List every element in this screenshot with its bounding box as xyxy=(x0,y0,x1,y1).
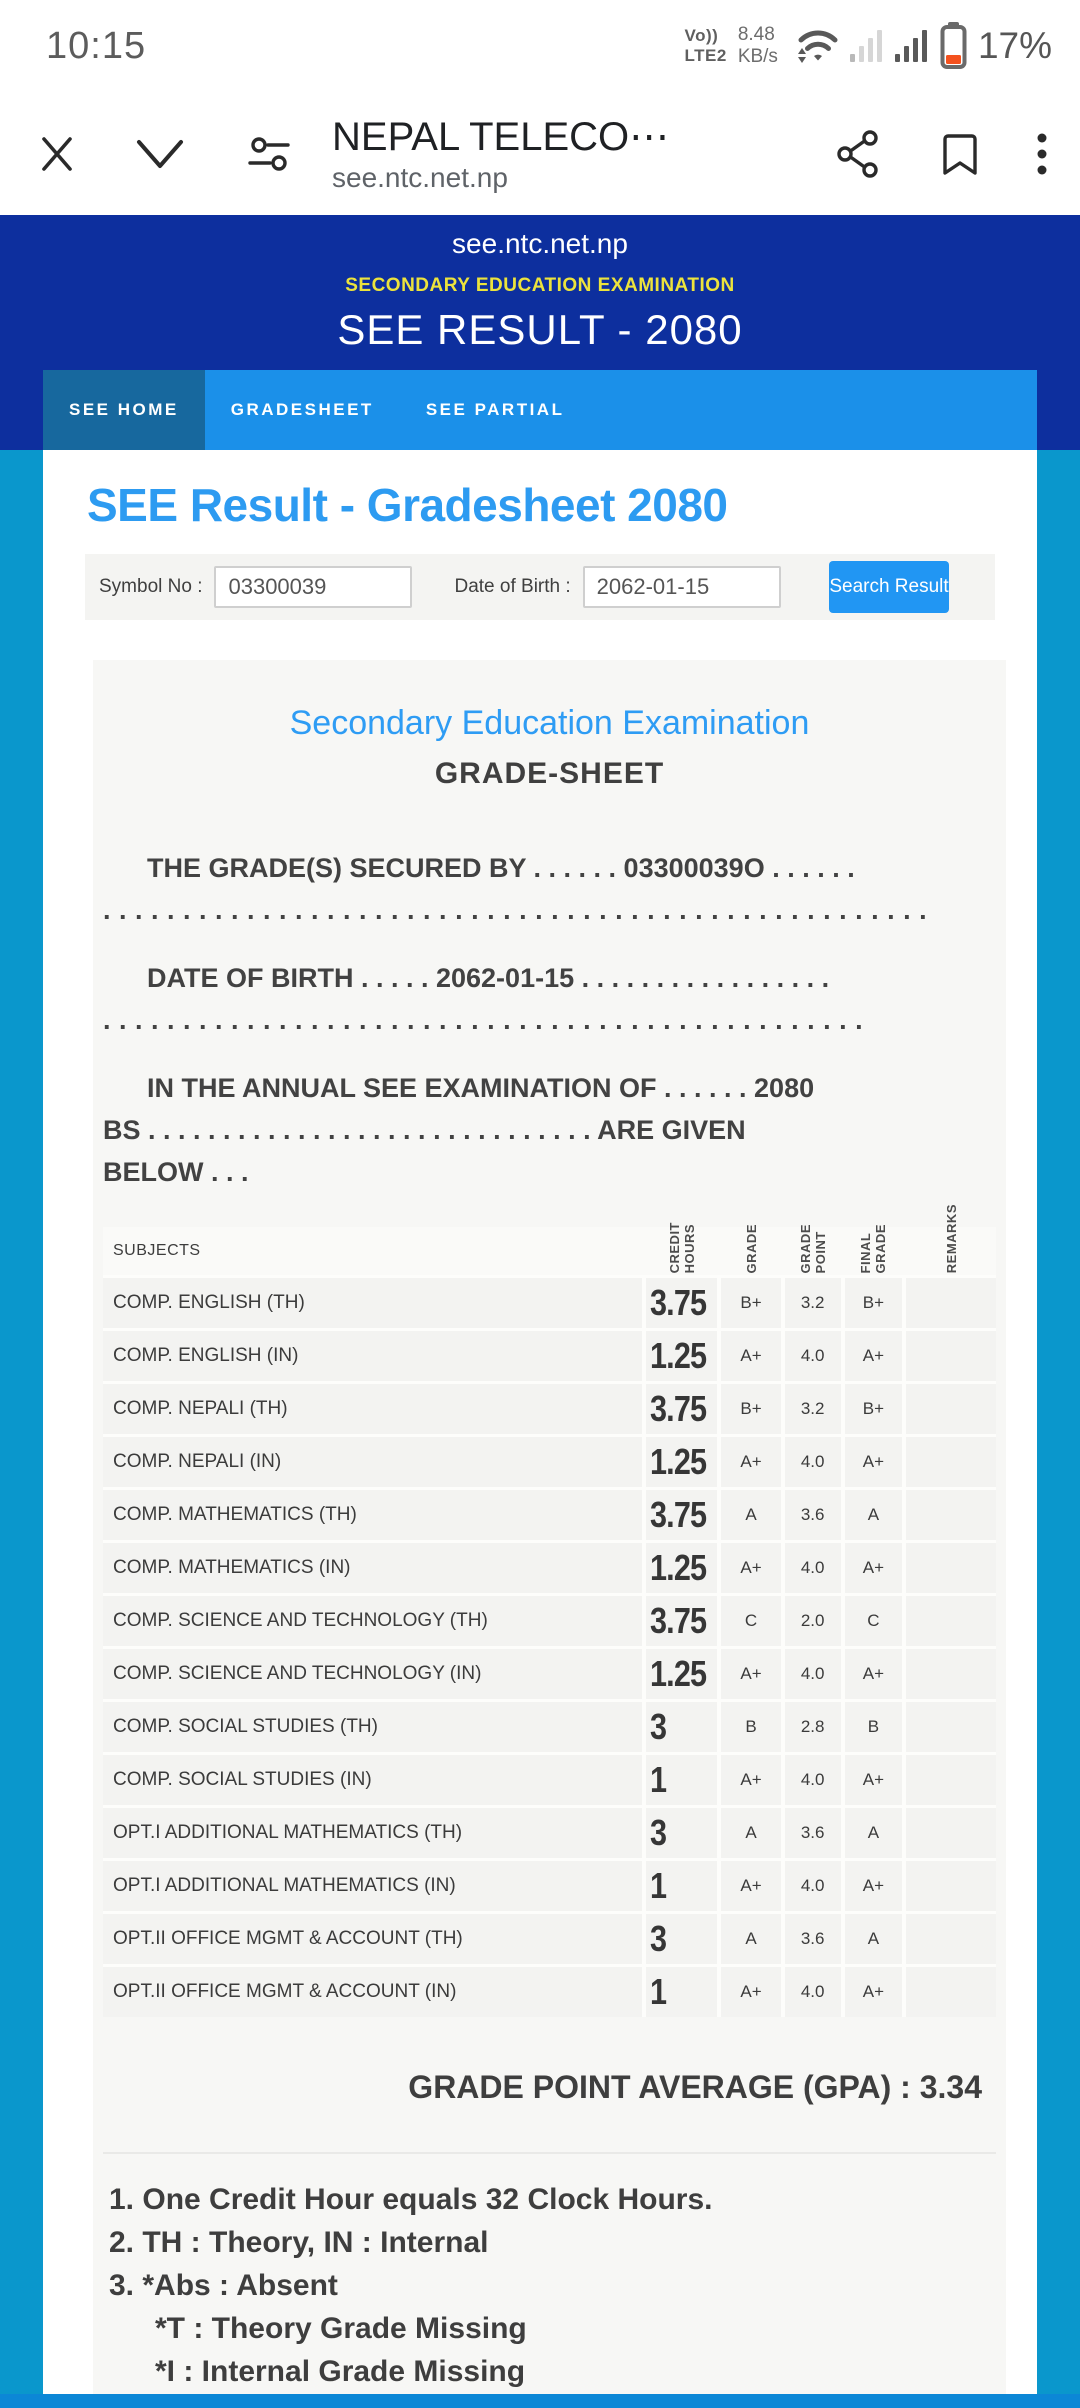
gradesheet-paragraph xyxy=(103,957,996,1041)
cell-subject: COMP. SOCIAL STUDIES (TH) xyxy=(113,1716,378,1737)
table-row xyxy=(103,1381,996,1434)
volte-indicator: Vo)) LTE2 xyxy=(684,26,727,65)
cell-remarks xyxy=(902,1331,996,1381)
cell-credit-hours: 1 xyxy=(642,1755,717,1805)
tune-icon[interactable] xyxy=(246,131,292,177)
table-row xyxy=(103,1699,996,1752)
cell-credit-hours: 3.75 xyxy=(642,1596,717,1646)
gradesheet-paragraphs xyxy=(103,847,996,1193)
footnotes xyxy=(109,2178,996,2393)
cell-credit-hours: 1.25 xyxy=(642,1543,717,1593)
table-row xyxy=(103,1540,996,1593)
cell-grade-point: 4.0 xyxy=(781,1437,841,1487)
column-header-subjects: SUBJECTS xyxy=(113,1242,201,1259)
column-header-remarks: REMARKS xyxy=(902,1227,996,1275)
dob-label: Date of Birth : xyxy=(454,576,571,597)
wifi-icon xyxy=(789,24,839,68)
page-title: SEE Result - Gradesheet 2080 xyxy=(87,479,728,531)
cell-final-grade: A xyxy=(841,1914,903,1964)
table-row xyxy=(103,1328,996,1381)
table-row xyxy=(103,1752,996,1805)
nav-tab-see-partial[interactable]: SEE PARTIAL xyxy=(425,400,565,419)
table-row xyxy=(103,1805,996,1858)
cell-subject: COMP. SCIENCE AND TECHNOLOGY (IN) xyxy=(113,1663,482,1684)
cell-grade-point: 4.0 xyxy=(781,1649,841,1699)
network-speed: 8.48 KB/s xyxy=(737,24,778,67)
battery-percent: 17% xyxy=(977,25,1052,66)
cell-grade-point: 4.0 xyxy=(781,1331,841,1381)
cell-final-grade: A+ xyxy=(841,1861,903,1911)
cell-subject: COMP. NEPALI (TH) xyxy=(113,1398,288,1419)
gradesheet-card xyxy=(93,660,1006,2408)
cell-credit-hours: 3.75 xyxy=(642,1490,717,1540)
cell-grade: A+ xyxy=(717,1967,780,2017)
column-header-credit-hours: CREDIT HOURS xyxy=(642,1227,717,1275)
table-row xyxy=(103,1487,996,1540)
table-row xyxy=(103,1964,996,2017)
grades-table-body xyxy=(103,1275,996,2017)
cell-final-grade: C xyxy=(841,1596,903,1646)
cell-grade-point: 3.6 xyxy=(781,1490,841,1540)
cell-subject: COMP. MATHEMATICS (TH) xyxy=(113,1504,357,1525)
cell-grade-point: 4.0 xyxy=(781,1967,841,2017)
cell-credit-hours: 3 xyxy=(642,1914,717,1964)
cell-credit-hours: 3.75 xyxy=(642,1384,717,1434)
cell-final-grade: A+ xyxy=(841,1967,903,2017)
browser-page-title: NEPAL TELECO⋯ xyxy=(332,114,670,159)
gradesheet-line: BS . . . . . . . . . . . . . . . . . . . . . . . . . . . . . . ARE GIVEN xyxy=(103,1115,746,1145)
share-icon[interactable] xyxy=(836,130,880,178)
cell-grade-point: 3.6 xyxy=(781,1808,841,1858)
browser-toolbar xyxy=(0,92,1080,215)
column-header-final-grade: FINAL GRADE xyxy=(841,1227,903,1275)
nav-tab-see-home[interactable]: SEE HOME xyxy=(43,370,205,450)
cell-final-grade: B+ xyxy=(841,1278,903,1328)
overflow-menu-icon[interactable] xyxy=(1036,130,1048,178)
dob-input[interactable] xyxy=(583,566,781,608)
gradesheet-line: THE GRADE(S) SECURED BY . . . . . . 03300039O . . . . . . xyxy=(147,853,855,883)
cell-remarks xyxy=(902,1437,996,1487)
cell-remarks xyxy=(902,1490,996,1540)
banner-url: see.ntc.net.np xyxy=(452,228,628,259)
cell-remarks xyxy=(902,1596,996,1646)
cell-final-grade: A+ xyxy=(841,1543,903,1593)
gradesheet-line: . . . . . . . . . . . . . . . . . . . . . . . . . . . . . . . . . . . . . . . . . . . . . . . . xyxy=(103,1005,864,1035)
cell-credit-hours: 1.25 xyxy=(642,1437,717,1487)
column-header-grade: GRADE xyxy=(717,1227,780,1275)
cell-remarks xyxy=(902,1702,996,1752)
cell-credit-hours: 3 xyxy=(642,1702,717,1752)
page-content xyxy=(43,450,1037,2408)
signal-sim1-icon xyxy=(850,26,884,66)
cell-subject: OPT.I ADDITIONAL MATHEMATICS (IN) xyxy=(113,1875,456,1896)
cell-grade-point: 2.8 xyxy=(781,1702,841,1752)
cell-credit-hours: 3 xyxy=(642,1808,717,1858)
cell-grade: B+ xyxy=(717,1384,780,1434)
grades-table xyxy=(103,1203,996,2017)
cell-grade: A xyxy=(717,1914,780,1964)
cell-remarks xyxy=(902,1543,996,1593)
cell-final-grade: A xyxy=(841,1808,903,1858)
gradesheet-title: Secondary Education Examination xyxy=(289,704,810,742)
cell-subject: OPT.I ADDITIONAL MATHEMATICS (TH) xyxy=(113,1822,463,1843)
cell-remarks xyxy=(902,1861,996,1911)
search-form xyxy=(85,554,995,620)
nav-tab-gradesheet[interactable]: GRADESHEET xyxy=(230,400,374,419)
cell-subject: COMP. NEPALI (IN) xyxy=(113,1451,282,1472)
gradesheet-paragraph xyxy=(103,847,996,931)
cell-grade-point: 4.0 xyxy=(781,1861,841,1911)
search-result-button[interactable]: Search Result xyxy=(829,561,949,613)
cell-grade-point: 2.0 xyxy=(781,1596,841,1646)
cell-subject: COMP. SCIENCE AND TECHNOLOGY (TH) xyxy=(113,1610,488,1631)
symbol-no-label: Symbol No : xyxy=(99,576,203,597)
cell-grade-point: 3.6 xyxy=(781,1914,841,1964)
cell-remarks xyxy=(902,1278,996,1328)
cell-subject: OPT.II OFFICE MGMT & ACCOUNT (TH) xyxy=(113,1928,463,1949)
cell-grade: A+ xyxy=(717,1437,780,1487)
cell-subject: OPT.II OFFICE MGMT & ACCOUNT (IN) xyxy=(113,1981,457,2002)
gradesheet-paragraph xyxy=(103,1067,996,1193)
cell-grade-point: 4.0 xyxy=(781,1543,841,1593)
bottom-strip xyxy=(0,2394,1080,2408)
gradesheet-line: BELOW . . . xyxy=(103,1157,249,1187)
cell-remarks xyxy=(902,1967,996,2017)
cell-subject: COMP. SOCIAL STUDIES (IN) xyxy=(113,1769,372,1790)
cell-remarks xyxy=(902,1914,996,1964)
cell-final-grade: B xyxy=(841,1702,903,1752)
banner-subtitle: SECONDARY EDUCATION EXAMINATION xyxy=(345,275,735,296)
table-row xyxy=(103,1646,996,1699)
cell-remarks xyxy=(902,1649,996,1699)
cell-credit-hours: 1 xyxy=(642,1967,717,2017)
table-row xyxy=(103,1911,996,1964)
battery-icon xyxy=(940,22,967,70)
signal-sim2-icon xyxy=(895,26,929,66)
cell-grade: A+ xyxy=(717,1331,780,1381)
status-bar xyxy=(0,0,1080,92)
cell-grade-point: 3.2 xyxy=(781,1384,841,1434)
gradesheet-line: IN THE ANNUAL SEE EXAMINATION OF . . . . . . 2080 xyxy=(147,1073,815,1103)
chevron-down-icon[interactable] xyxy=(134,136,186,172)
cell-subject: COMP. ENGLISH (IN) xyxy=(113,1345,299,1366)
cell-final-grade: A+ xyxy=(841,1331,903,1381)
cell-grade: C xyxy=(717,1596,780,1646)
cell-grade-point: 3.2 xyxy=(781,1278,841,1328)
cell-grade: A+ xyxy=(717,1649,780,1699)
footnote: 1. One Credit Hour equals 32 Clock Hours. xyxy=(109,2183,713,2216)
footnote: *I : Internal Grade Missing xyxy=(155,2355,526,2388)
bookmark-icon[interactable] xyxy=(940,130,980,178)
gradesheet-subtitle: GRADE-SHEET xyxy=(434,757,665,790)
status-icons xyxy=(685,22,1053,70)
cell-final-grade: A xyxy=(841,1490,903,1540)
gpa-line: GRADE POINT AVERAGE (GPA) : 3.34 xyxy=(408,2069,982,2105)
cell-grade: B+ xyxy=(717,1278,780,1328)
cell-grade: A+ xyxy=(717,1543,780,1593)
cell-credit-hours: 3.75 xyxy=(642,1278,717,1328)
cell-credit-hours: 1.25 xyxy=(642,1331,717,1381)
grades-table-header xyxy=(103,1203,996,1275)
table-row xyxy=(103,1275,996,1328)
cell-grade: B xyxy=(717,1702,780,1752)
cell-credit-hours: 1.25 xyxy=(642,1649,717,1699)
gradesheet-line: DATE OF BIRTH . . . . . 2062-01-15 . . . . . . . . . . . . . . . . . xyxy=(147,963,830,993)
site-banner xyxy=(0,215,1080,450)
column-header-grade-point: GRADE POINT xyxy=(781,1227,841,1275)
close-tab-icon[interactable] xyxy=(38,135,76,173)
table-row xyxy=(103,1593,996,1646)
clock: 10:15 xyxy=(46,24,147,67)
main-area xyxy=(0,450,1080,2408)
browser-url: see.ntc.net.np xyxy=(332,161,508,193)
footnote: 3. *Abs : Absent xyxy=(109,2269,338,2302)
table-row xyxy=(103,1858,996,1911)
cell-subject: COMP. ENGLISH (TH) xyxy=(113,1292,305,1313)
footnote: *T : Theory Grade Missing xyxy=(155,2312,527,2345)
footnote: 2. TH : Theory, IN : Internal xyxy=(109,2226,489,2259)
site-nav xyxy=(43,370,1037,450)
gradesheet-line: . . . . . . . . . . . . . . . . . . . . . . . . . . . . . . . . . . . . . . . . . . . . . . . . . . . . xyxy=(103,895,928,925)
table-row xyxy=(103,1434,996,1487)
cell-final-grade: A+ xyxy=(841,1437,903,1487)
cell-grade: A+ xyxy=(717,1755,780,1805)
cell-remarks xyxy=(902,1808,996,1858)
cell-credit-hours: 1 xyxy=(642,1861,717,1911)
banner-title: SEE RESULT - 2080 xyxy=(337,306,743,353)
cell-final-grade: A+ xyxy=(841,1755,903,1805)
cell-grade: A xyxy=(717,1808,780,1858)
divider xyxy=(103,2152,996,2154)
cell-subject: COMP. MATHEMATICS (IN) xyxy=(113,1557,351,1578)
cell-remarks xyxy=(902,1384,996,1434)
cell-grade-point: 4.0 xyxy=(781,1755,841,1805)
cell-grade: A+ xyxy=(717,1861,780,1911)
cell-final-grade: A+ xyxy=(841,1649,903,1699)
cell-grade: A xyxy=(717,1490,780,1540)
symbol-no-input[interactable] xyxy=(214,566,412,608)
page-title-block[interactable] xyxy=(332,113,669,195)
cell-final-grade: B+ xyxy=(841,1384,903,1434)
cell-remarks xyxy=(902,1755,996,1805)
